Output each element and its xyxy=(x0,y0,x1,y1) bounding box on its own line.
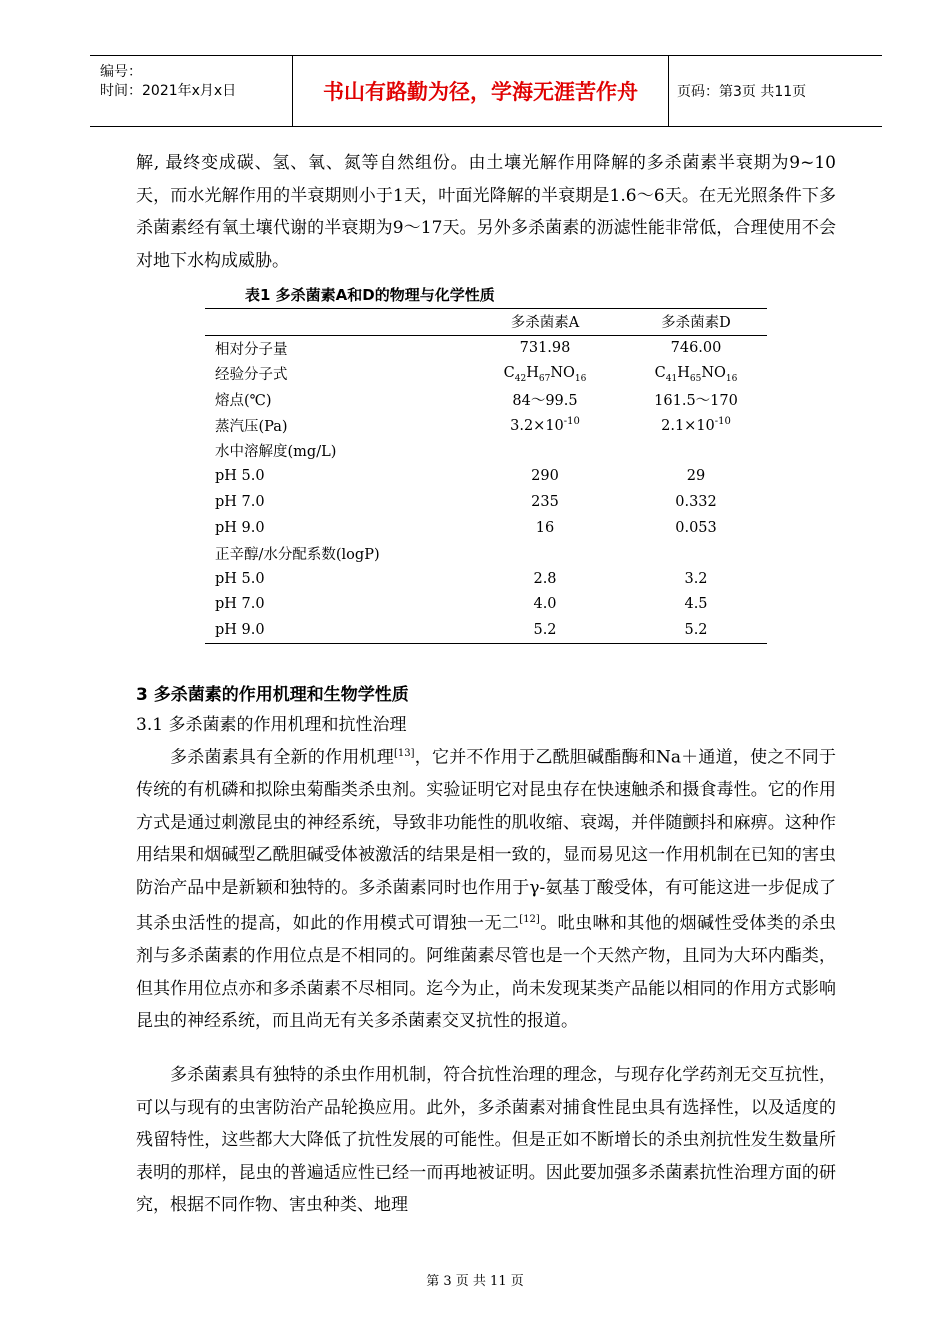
resistance-paragraph: 多杀菌素具有独特的杀虫作用机制，符合抗性治理的理念，与现存化学药剂无交互抗性，可以与现有的虫害防治产品轮换应用。此外，多杀菌素对捕食性昆虫具有选择性，以及适度的残留特性，这些都大大降低了抗性发展的可能性。但是正如不断增长的杀虫剂抗性发生数量所表明的那样，昆虫的普遍适应性已经一而再地被证明。因此要加强多杀菌素抗性治理方面的研究，根据不同作物、害虫种类、地理 xyxy=(136,1065,836,1215)
code-label: 编号： xyxy=(100,64,142,80)
formula-a-h: H xyxy=(526,364,539,381)
cell-a: 290 xyxy=(531,468,559,485)
row-label: pH 9.0 xyxy=(215,519,265,536)
mechanism-text-3: 。吡虫啉和其他的烟碱性受体类的杀虫剂与多杀菌素的作用位点是不相同的。阿维菌素尽管也是一个天然产物，且同为大环内酯类，但其作用位点亦和多杀菌素不尽相同。迄今为止，尚未发现某类产品能以相同的作用方式影响昆虫的神经系统，而且尚无有关多杀菌素交叉抗性的报道。 xyxy=(136,913,837,1032)
table-row xyxy=(205,566,767,592)
vp-a-exp: -10 xyxy=(563,416,580,428)
row-label: pH 7.0 xyxy=(215,493,265,510)
cell-d: 3.2 xyxy=(684,570,708,587)
mechanism-text-1: 多杀菌素具有全新的作用机理 xyxy=(170,747,394,768)
header-page-label: 页码：第3页 共11页 xyxy=(677,84,807,100)
col-header-spinosyn-d: 多杀菌素D xyxy=(625,309,767,336)
formula-d xyxy=(625,361,767,387)
formula-a-o-count: 16 xyxy=(574,373,587,384)
cell-d: 746.00 xyxy=(670,340,722,357)
intro-paragraph: 解, 最终变成碳、氢、氧、氮等自然组份。由土壤光解作用降解的多杀菌素半衰期为9~10天，而水光解作用的半衰期则小于1天，叶面光降解的半衰期是1.6～6天。在无光照条件下多杀菌素经有氧土壤代谢的半衰期为9～17天。另外多杀菌素的沥滤性能非常低，合理使用不会对地下水构成威胁。 xyxy=(136,153,836,271)
cell-d xyxy=(625,540,767,566)
cell-d: 0.332 xyxy=(675,493,717,510)
header-motto: 书山有路勤为径，学海无涯苦作舟 xyxy=(292,56,669,126)
formula-d-o-count: 16 xyxy=(725,373,738,384)
formula-a-h-count: 67 xyxy=(538,373,551,384)
cell-d xyxy=(625,438,767,464)
row-label: 熔点(℃) xyxy=(215,393,272,410)
mechanism-text-2: ，它并不作用于乙酰胆碱酯酶和Na＋通道，使之不同于传统的有机磷和拟除虫菊酯类杀虫剂。实验证明它对昆虫存在快速触杀和摄食毒性。它的作用方式是通过刺激昆虫的神经系统，导致非功能性的肌收缩、衰竭，并伴随颤抖和麻痹。这种作用结果和烟碱型乙酰胆碱受体被激活的结果是相一致的，显而易见这一作用机制在已知的害虫防治产品中是新颖和独特的。多杀菌素同时也作用于γ-氨基丁酸受体，有可能这进一步促成了其杀虫活性的提高，如此的作用模式可谓独一无二 xyxy=(136,747,837,934)
vapor-pressure-a xyxy=(465,412,625,438)
cell-a: 731.98 xyxy=(519,340,571,357)
formula-d-h: H xyxy=(677,364,690,381)
vapor-pressure-d xyxy=(625,412,767,438)
cell-a xyxy=(465,438,625,464)
table-row xyxy=(205,540,767,566)
vp-a-base: 3.2×10 xyxy=(510,418,564,435)
cell-d: 29 xyxy=(686,468,706,485)
cell-a: 5.2 xyxy=(465,617,625,643)
row-label: pH 5.0 xyxy=(215,468,265,485)
section-3-heading: 3 多杀菌素的作用机理和生物学性质 xyxy=(136,685,409,705)
table-row xyxy=(205,335,767,361)
cell-a: 16 xyxy=(535,519,555,536)
table-row xyxy=(205,617,767,643)
formula-d-c-count: 41 xyxy=(665,373,678,384)
cell-a: 84～99.5 xyxy=(512,393,578,410)
cell-a: 235 xyxy=(531,493,559,510)
formula-a-c-count: 42 xyxy=(514,373,527,384)
col-header-spinosyn-a: 多杀菌素A xyxy=(465,309,625,336)
formula-d-c: C xyxy=(654,364,666,381)
row-label: pH 5.0 xyxy=(215,570,265,587)
formula-d-h-count: 65 xyxy=(689,373,702,384)
row-label: pH 9.0 xyxy=(205,617,465,643)
vp-d-base: 2.1×10 xyxy=(661,418,715,435)
table-header-row xyxy=(205,309,767,336)
table-row xyxy=(205,592,767,618)
citation-12: [12] xyxy=(519,914,540,926)
row-label: 相对分子量 xyxy=(215,341,288,358)
cell-a xyxy=(465,540,625,566)
table-row xyxy=(205,464,767,490)
formula-a-no: NO xyxy=(550,364,575,381)
formula-a xyxy=(465,361,625,387)
table-header-blank xyxy=(205,309,465,336)
cell-d: 4.5 xyxy=(684,596,708,613)
cell-d: 161.5～170 xyxy=(654,393,738,410)
table-row xyxy=(205,361,767,387)
cell-a: 4.0 xyxy=(533,596,557,613)
page-footer: 第 3 页 共 11 页 xyxy=(426,1274,524,1289)
cell-d: 5.2 xyxy=(625,617,767,643)
section-3-1-heading: 3.1 多杀菌素的作用机理和抗性治理 xyxy=(136,715,407,735)
table-row xyxy=(205,438,767,464)
row-label: 经验分子式 xyxy=(215,367,288,384)
formula-d-no: NO xyxy=(701,364,726,381)
row-label: 蒸汽压(Pa) xyxy=(215,418,288,435)
table-row xyxy=(205,387,767,413)
cell-a: 2.8 xyxy=(533,570,557,587)
row-label: 水中溶解度(mg/L) xyxy=(215,444,337,461)
row-label: pH 7.0 xyxy=(215,596,265,613)
header-meta-cell xyxy=(90,56,292,126)
vp-d-exp: -10 xyxy=(714,416,731,428)
table-row xyxy=(205,515,767,541)
row-label: 正辛醇/水分配系数(logP) xyxy=(215,546,380,563)
formula-a-c: C xyxy=(503,364,515,381)
mechanism-paragraph xyxy=(136,738,836,1038)
properties-table xyxy=(205,308,767,644)
table-caption: 表1 多杀菌素A和D的物理与化学性质 xyxy=(245,286,495,304)
time-label: 时间：2021年x月x日 xyxy=(100,83,237,99)
table-row xyxy=(205,489,767,515)
cell-d: 0.053 xyxy=(675,519,717,536)
table-row xyxy=(205,412,767,438)
citation-13: [13] xyxy=(393,748,415,759)
page-header xyxy=(90,55,882,127)
